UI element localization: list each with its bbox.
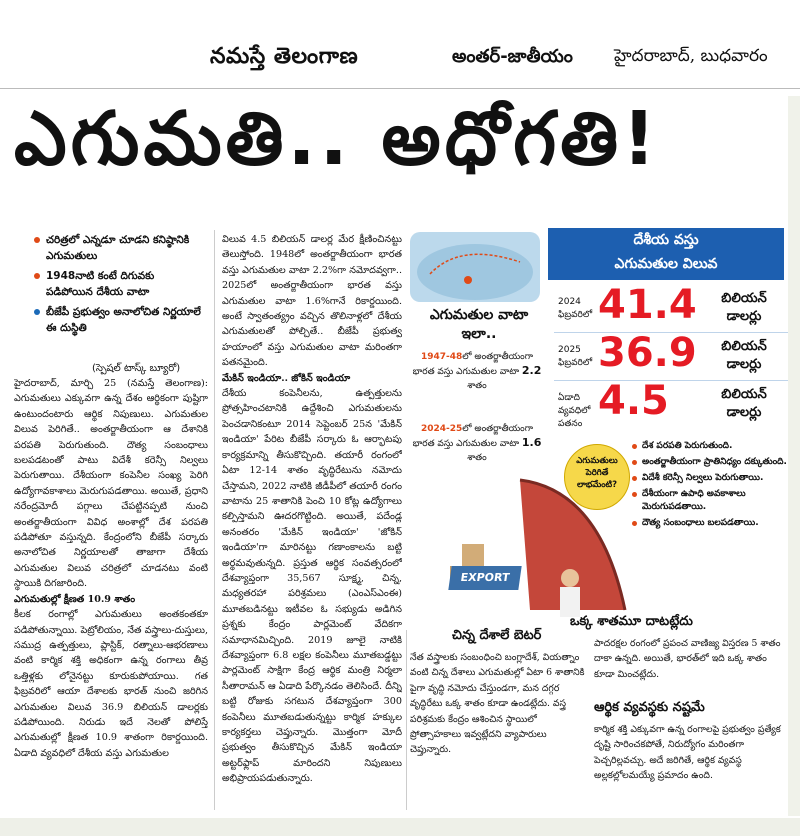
story-text: పాదరక్షల రంగంలో ప్రపంచ వాణిజ్య విస్తరణ 5 శాతం దాకా ఉన్నది. అయితే, భారత్‌లో ఇది ఒక్క శాతం కూడా మించట్లేదు. [594, 638, 781, 680]
article-column-2 [222, 232, 402, 810]
export-sign: EXPORT [448, 566, 521, 590]
stat-unit: బిలియన్ డాలర్లు [721, 387, 767, 420]
share-item [412, 350, 542, 393]
article-paragraph: దేశీయ కంపెనీలను, ఉత్పత్తులను ప్రోత్సహించటానికి ఉద్దేశించి ఎగుమతులను పెంచడానికంటూ 2014 సెప్టెంబర్ 25న 'మేకిన్ ఇండియా' పేరిట బీజేపీ సర్కారు ఓ ఆర్భాటపు కార్యక్రమాన్ని తీసుకొచ్చింది. తయారీ రంగంలో ఏటా 12-14 శాతం వృద్ధిరేటును నమోదు చేస్తామని, 2022 నాటికి జీడీపీలో తయారీ రంగం వాటాను 25 శాతానికి పెంచి 10 కోట్ల ఉద్యోగాలు కల్పిస్తామని ఊదరగొట్టింది. అయితే, పదేండ్ల అనంతరం 'మేకిన్ ఇండియా' 'జోకిన్ ఇండియా'గా మారినట్టు గణాంకాలను బట్టి అర్థమవుతున్నది. ప్రస్తుత ఆర్థిక సంవత్సరంలో దేశవ్యాప్తంగా 35,567 సూక్ష్మ, చిన్న, మధ్యతరహా పరిశ్రమలు (ఎంఎస్ఎంఈ) మూతబడినట్టు ఇటీవల ఓ సభ్యుడు అడిగిన ప్రశ్నకు కేంద్రం పార్లమెంట్ వేదికగా సమాధానమిచ్చింది. 2019 జూలై నాటికి దేశవ్యాప్తంగా 6.8 లక్షల కంపెనీలు మూతబడ్డట్టు పార్లమెంట్ సాక్షిగా కేంద్ర ఆర్థిక మంత్రి నిర్మలా సీతారామన్ ఆ ఏడాది పేర్కొనడం తెలిసిందే. దీన్ని బట్టి రోజుకు సగటున దేశవ్యాప్తంగా 300 కంపెనీలు మూతబడుతున్నట్టు కార్మిక హక్కుల కార్యకర్తలు చెప్తున్నారు. మొత్తంగా మోదీ ప్రభుత్వం తీసుకొచ్చిన మేకిన్ ఇండియా అట్టర్‌ఫ్లాప్ మారిందని నిపుణులు అభిప్రాయపడుతున్నారు. [222, 388, 402, 785]
stat-value: 4.5 [598, 378, 669, 424]
stat-unit: బిలియన్ డాలర్లు [721, 339, 767, 372]
share-unit: శాతం [467, 453, 487, 463]
story-text: నేత వస్త్రాలకు సంబంధించి బంగ్లాదేశ్, వియత్నాం వంటి చిన్న దేశాలు ఎగుమతుల్లో ఏటా 6 శాతానికి పైగా వృద్ధి నమోదు చేస్తుండగా, మన దగ్గర వృద్ధిరేటు ఒక్క శాతం కూడా ఉండట్లేదు. వస్త్ర పరిశ్రమకు కేంద్రం ఆశించిన స్థాయిలో ప్రోత్సాహకాలు ఇవ్వట్లేదని వ్యాపారులు చెప్తున్నారు. [410, 652, 585, 756]
article-paragraph: విలువ 4.5 బిలియన్ డాలర్ల మేర క్షీణించినట్టు తెలుస్తోంది. 1948లో అంతర్జాతీయంగా భారత వస్తు ఎగుమతుల వాటా 2.2%గా నమోదవ్వగా.. 2025లో అంతర్జాతీయంగా భారత వస్తు ఎగుమతుల వాటా 1.6%గానే రికార్డయింది. అంటే స్వాతంత్య్రం వచ్చిన తొలినాళ్లలో దేశీయ ఎగుమతులతో పోల్చితే.. బీజేపీ ప్రభుత్వ హయాంలో వస్తు ఎగుమతుల వాటా మరింతగా పతనమైంది. [222, 234, 402, 369]
article-paragraph: హైదరాబాద్, మార్చి 25 (నమస్తే తెలంగాణ): ఎగుమతులు ఎక్కువగా ఉన్న దేశం ఆర్థికంగా పుష్టిగా ఉంటుందంటారు ఆర్థిక నిపుణులు. ఎగుమతుల విలువ పెరిగితే.. అంతర్జాతీయంగా ఆ దేశానికి పరపతి పెరుగుతుంది. దౌత్య సంబంధాలు బలపడటంతో పాటు విదేశీ కరెన్సీ నిల్వలు పెరుగుతాయి. దేశీయంగా కంపెనీల సంఖ్య పెరిగి ఉద్యోగావకాశాలు మెరుగుపడతాయి. అయితే, ప్రధాని నరేంద్రమోదీ పగ్గాలు చేపట్టినప్పటి నుంచి అంతర్జాతీయంగా వివిధ అంశాల్లో దేశ పరపతి పడిపోతూ వస్తున్నది. కేంద్రంలోని బీజేపీ సర్కారు అనాలోచిత నిర్ణయాలతో తాజాగా దేశీయ ఎగుమతుల విలువ చరిత్రలో చూడనటు వంటి స్థాయికి దిగజారింది. [14, 378, 208, 590]
share-value: 1.6 [521, 436, 542, 449]
share-text: లో అంతర్జాతీయంగా భారత వస్తు ఎగుమతుల వాటా [412, 424, 534, 449]
stat-row [554, 282, 788, 333]
byline: (స్పెషల్ టాస్క్ బ్యూరో) [92, 363, 181, 374]
story-heading: ఒక్క శాతమూ దాటట్లేదు [570, 614, 693, 629]
stat-row [554, 330, 788, 381]
world-map-icon [410, 232, 540, 302]
masthead [0, 0, 800, 89]
stat-value: 36.9 [598, 330, 697, 376]
stat-row [554, 378, 788, 429]
highlight-item: 1948నాటి కంటే దిగువకు పడిపోయిన దేశీయ వాటా [34, 268, 204, 300]
newspaper-brand: నమస్తే తెలంగాణ [210, 44, 359, 69]
highlights-list [34, 232, 204, 340]
story-heading: చిన్న దేశాలే బెటర్ [452, 628, 542, 643]
share-value: 2.2 [521, 364, 542, 377]
infographic-title [548, 228, 784, 280]
ship-icon [410, 470, 630, 620]
infographic-title-line: దేశీయ వస్తు [633, 232, 699, 248]
subheading: ఎగుమతుల్లో క్షీణత 10.9 శాతం [14, 593, 136, 605]
article-column-1 [14, 376, 208, 806]
share-unit: శాతం [467, 381, 487, 391]
question-badge: ఎగుమతులు పెరిగితే లాభమేంటి? [564, 444, 630, 510]
stat-value: 41.4 [598, 282, 697, 328]
adjacent-page-edge [788, 96, 800, 816]
stat-label: 2024 ఫిబ్రవరిలో [558, 297, 593, 320]
share-title: ఎగుమతుల వాటా ఇలా.. [429, 307, 529, 342]
highlight-item: చరిత్రలో ఎన్నడూ చూడని కనిష్ఠానికి ఎగుమతులు [34, 232, 204, 264]
cargo-ship-illustration [410, 470, 630, 620]
section-name: అంతర్-జాతీయం [452, 46, 573, 67]
highlight-item: బీజేపీ ప్రభుత్వం అనాలోచిత నిర్ణయాలే ఈ దుస్థితి [34, 304, 204, 336]
stat-unit: బిలియన్ డాలర్లు [721, 291, 767, 324]
stat-label: 2025 ఫిబ్రవరిలో [558, 345, 593, 368]
column-divider [406, 630, 407, 810]
share-text: లో అంతర్జాతీయంగా భారత వస్తు ఎగుమతుల వాటా [412, 352, 534, 377]
share-period: 2024-25 [420, 424, 463, 434]
share-period: 1947-48 [420, 352, 463, 362]
stat-label: ఏడాది వ్యవధిలో పతనం [558, 393, 591, 429]
footer-strip [0, 818, 800, 836]
benefit-item: దేశీయంగా ఉపాధి అవకాశాలు మెరుగుపడతాయి. [632, 488, 788, 514]
globe-illustration [410, 232, 540, 302]
dateline: హైదరాబాద్, బుధవారం [614, 46, 768, 66]
share-item [412, 422, 542, 465]
benefit-item: విదేశీ కరెన్సీ నిల్వలు పెరుగుతాయి. [632, 472, 788, 485]
article-paragraph: కీలక రంగాల్లో ఎగుమతులు అంతకంతకూ పడిపోతున్నాయి. పెట్రోలియం, నేత వస్త్రాలు-దుస్తులు, సముద్ర ఉత్పత్తులు, ప్లాస్టిక్, రత్నాలు-ఆభరణాలు వంటి కార్మిక శక్తి అధికంగా ఉన్న రంగాలు తీవ్ర ఒత్తిళ్లకు లోనైనట్టు కూరుకుపోయాయి. గత ఫిబ్రవరిలో ఆయా దేశాలకు భారత్ నుంచి జరిగిన ఎగుమతుల విలువ 36.9 బిలియన్ డాలర్లకు పడిపోయింది. నిరుడు ఇదే నెలతో పోలిస్తే ఎగుమతుల్లో క్షీణత 10.9 శాతంగా రికార్డయింది. ఏడాది వ్యవధిలో దేశీయ వస్తు ఎగుమతుల [14, 609, 208, 759]
column-divider [214, 230, 215, 810]
benefit-item: అంతర్జాతీయంగా ప్రాతినిధ్యం దక్కుతుంది. [632, 456, 788, 469]
story-text: కార్మిక శక్తి ఎక్కువగా ఉన్న రంగాలపై ప్రభుత్వం ప్రత్యేక దృష్టి సారించకపోతే, నిరుద్యోగం మరింతగా పెచ్చరిల్లవచ్చు. అదే జరిగితే, ఆర్థిక వ్యవస్థ అల్లకల్లోలమయ్యే ప్రమాదం ఉంది. [594, 724, 781, 782]
infographic-title-line: ఎగుమతుల విలువ [614, 256, 718, 272]
headline: ఎగుమతి.. అధోగతి! [14, 96, 660, 182]
benefits-list [632, 440, 788, 533]
subheading: మేకిన్ ఇండియా.. జోకిన్ ఇండియా [222, 372, 351, 384]
benefit-item: దౌత్య సంబంధాలు బలపడతాయి. [632, 517, 788, 530]
story-heading: ఆర్థిక వ్యవస్థకు నష్టమే [594, 700, 705, 715]
benefit-item: దేశ పరపతి పెరుగుతుంది. [632, 440, 788, 453]
